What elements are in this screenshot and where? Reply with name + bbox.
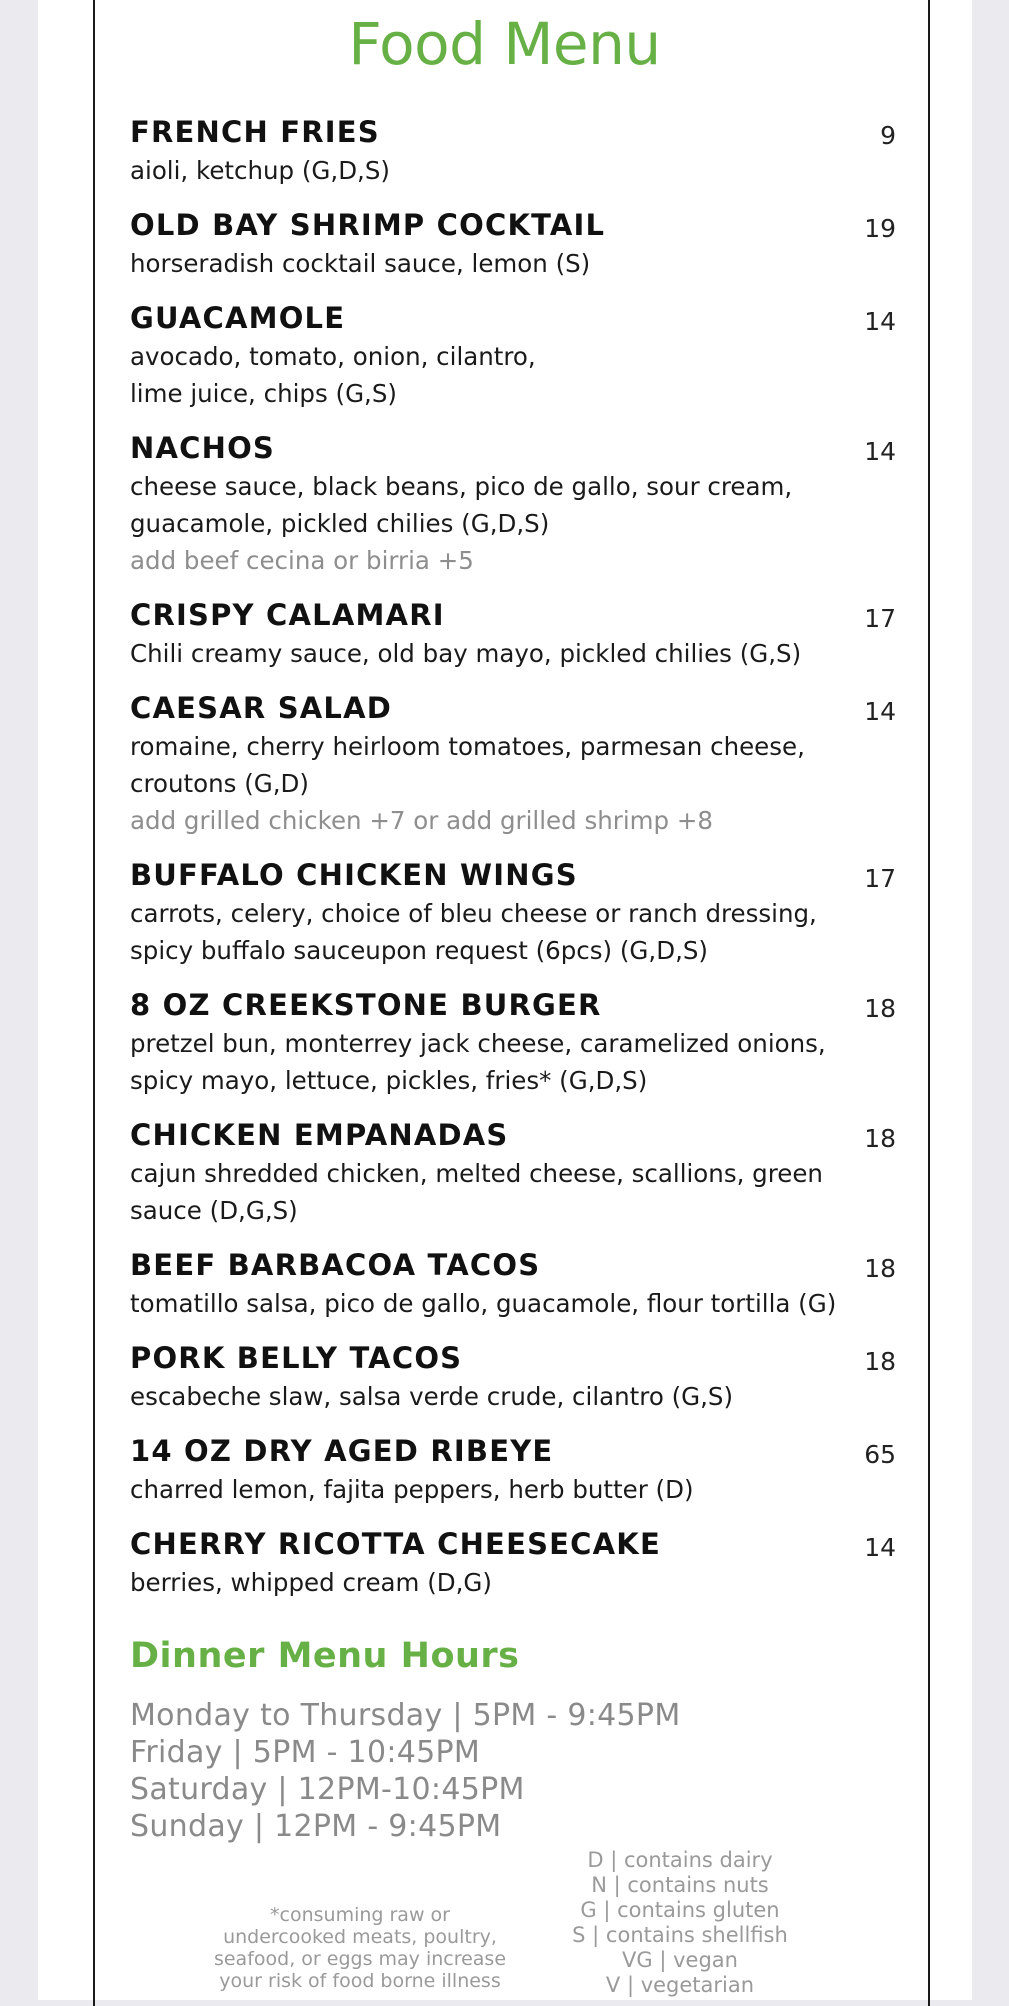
menu-item — [130, 1245, 896, 1322]
hours-list — [130, 1697, 890, 1845]
menu-item-name: BEEF BARBACOA TACOS — [130, 1248, 541, 1282]
menu-item-description: charred lemon, fajita peppers, herb butter (D) — [130, 1475, 694, 1504]
menu-item-name: CHICKEN EMPANADAS — [130, 1118, 509, 1152]
menu-item-description: pretzel bun, monterrey jack cheese, caramelized onions, spicy mayo, lettuce, pickles, fries* (G,D,S) — [130, 1029, 826, 1095]
hours-line: Monday to Thursday | 5PM - 9:45PM — [130, 1698, 681, 1733]
hours-title: Dinner Menu Hours — [130, 1636, 520, 1676]
menu-item-description: cajun shredded chicken, melted cheese, scallions, green sauce (D,G,S) — [130, 1159, 823, 1225]
menu-item-price: 9 — [880, 121, 896, 150]
menu-item-price: 14 — [864, 307, 896, 336]
menu-item — [130, 205, 896, 282]
hours-line: Sunday | 12PM - 9:45PM — [130, 1809, 502, 1844]
menu-item-description: berries, whipped cream (D,G) — [130, 1568, 492, 1597]
menu-item — [130, 1431, 896, 1508]
menu-item-description: carrots, celery, choice of bleu cheese or ranch dressing, spicy buffalo sauceupon request (6pcs) (G,D,S) — [130, 899, 817, 965]
menu-item-addon: add beef cecina or birria +5 — [130, 546, 474, 575]
menu-item-name: FRENCH FRIES — [130, 115, 380, 149]
legend-item: VG | vegan — [622, 1948, 738, 1972]
legend-item: S | contains shellfish — [572, 1923, 788, 1947]
menu-item-name: 8 OZ CREEKSTONE BURGER — [130, 988, 602, 1022]
allergen-legend — [560, 1848, 800, 1998]
menu-item — [130, 985, 896, 1099]
legend-item: N | contains nuts — [591, 1873, 769, 1897]
menu-item-price: 65 — [864, 1440, 896, 1469]
menu-item-price: 17 — [864, 864, 896, 893]
menu-items-list — [130, 112, 896, 1617]
food-safety-note: *consuming raw or undercooked meats, poultry, seafood, or eggs may increase your risk of food borne illness — [213, 1904, 507, 1992]
menu-item-price: 18 — [864, 1124, 896, 1153]
menu-item-name: OLD BAY SHRIMP COCKTAIL — [130, 208, 606, 242]
menu-item — [130, 855, 896, 969]
menu-item-description: aioli, ketchup (G,D,S) — [130, 156, 390, 185]
hours-line: Saturday | 12PM-10:45PM — [130, 1772, 525, 1807]
menu-item-addon: add grilled chicken +7 or add grilled shrimp +8 — [130, 806, 713, 835]
menu-item — [130, 595, 896, 672]
menu-item-price: 18 — [864, 994, 896, 1023]
page-title: Food Menu — [348, 10, 661, 78]
legend-item: V | vegetarian — [605, 1973, 755, 1997]
menu-item — [130, 112, 896, 189]
legend-item: G | contains gluten — [580, 1898, 780, 1922]
menu-item-price: 14 — [864, 1533, 896, 1562]
menu-item-name: BUFFALO CHICKEN WINGS — [130, 858, 578, 892]
menu-item-price: 18 — [864, 1254, 896, 1283]
menu-item-price: 17 — [864, 604, 896, 633]
menu-item-description: escabeche slaw, salsa verde crude, cilantro (G,S) — [130, 1382, 734, 1411]
menu-item-name: CRISPY CALAMARI — [130, 598, 445, 632]
menu-item-price: 14 — [864, 437, 896, 466]
menu-item-name: GUACAMOLE — [130, 301, 346, 335]
menu-item — [130, 428, 896, 579]
menu-item — [130, 298, 896, 412]
menu-item-name: NACHOS — [130, 431, 276, 465]
menu-item — [130, 1115, 896, 1229]
menu-item — [130, 688, 896, 839]
menu-item-description: cheese sauce, black beans, pico de gallo, sour cream, guacamole, pickled chilies (G,D,S) — [130, 472, 793, 538]
menu-item-name: CHERRY RICOTTA CHEESECAKE — [130, 1527, 661, 1561]
menu-item — [130, 1524, 896, 1601]
legend-item: D | contains dairy — [587, 1848, 773, 1872]
menu-item-price: 14 — [864, 697, 896, 726]
menu-item-description: romaine, cherry heirloom tomatoes, parmesan cheese, croutons (G,D) — [130, 732, 805, 798]
menu-item-price: 19 — [864, 214, 896, 243]
menu-item — [130, 1338, 896, 1415]
menu-item-name: CAESAR SALAD — [130, 691, 393, 725]
menu-item-name: PORK BELLY TACOS — [130, 1341, 463, 1375]
menu-item-description: Chili creamy sauce, old bay mayo, pickled chilies (G,S) — [130, 639, 802, 668]
menu-item-price: 18 — [864, 1347, 896, 1376]
menu-item-description: tomatillo salsa, pico de gallo, guacamole, flour tortilla (G) — [130, 1289, 837, 1318]
menu-item-description: horseradish cocktail sauce, lemon (S) — [130, 249, 591, 278]
hours-line: Friday | 5PM - 10:45PM — [130, 1735, 481, 1770]
menu-item-description: avocado, tomato, onion, cilantro, lime juice, chips (G,S) — [130, 342, 536, 408]
menu-item-name: 14 OZ DRY AGED RIBEYE — [130, 1434, 554, 1468]
